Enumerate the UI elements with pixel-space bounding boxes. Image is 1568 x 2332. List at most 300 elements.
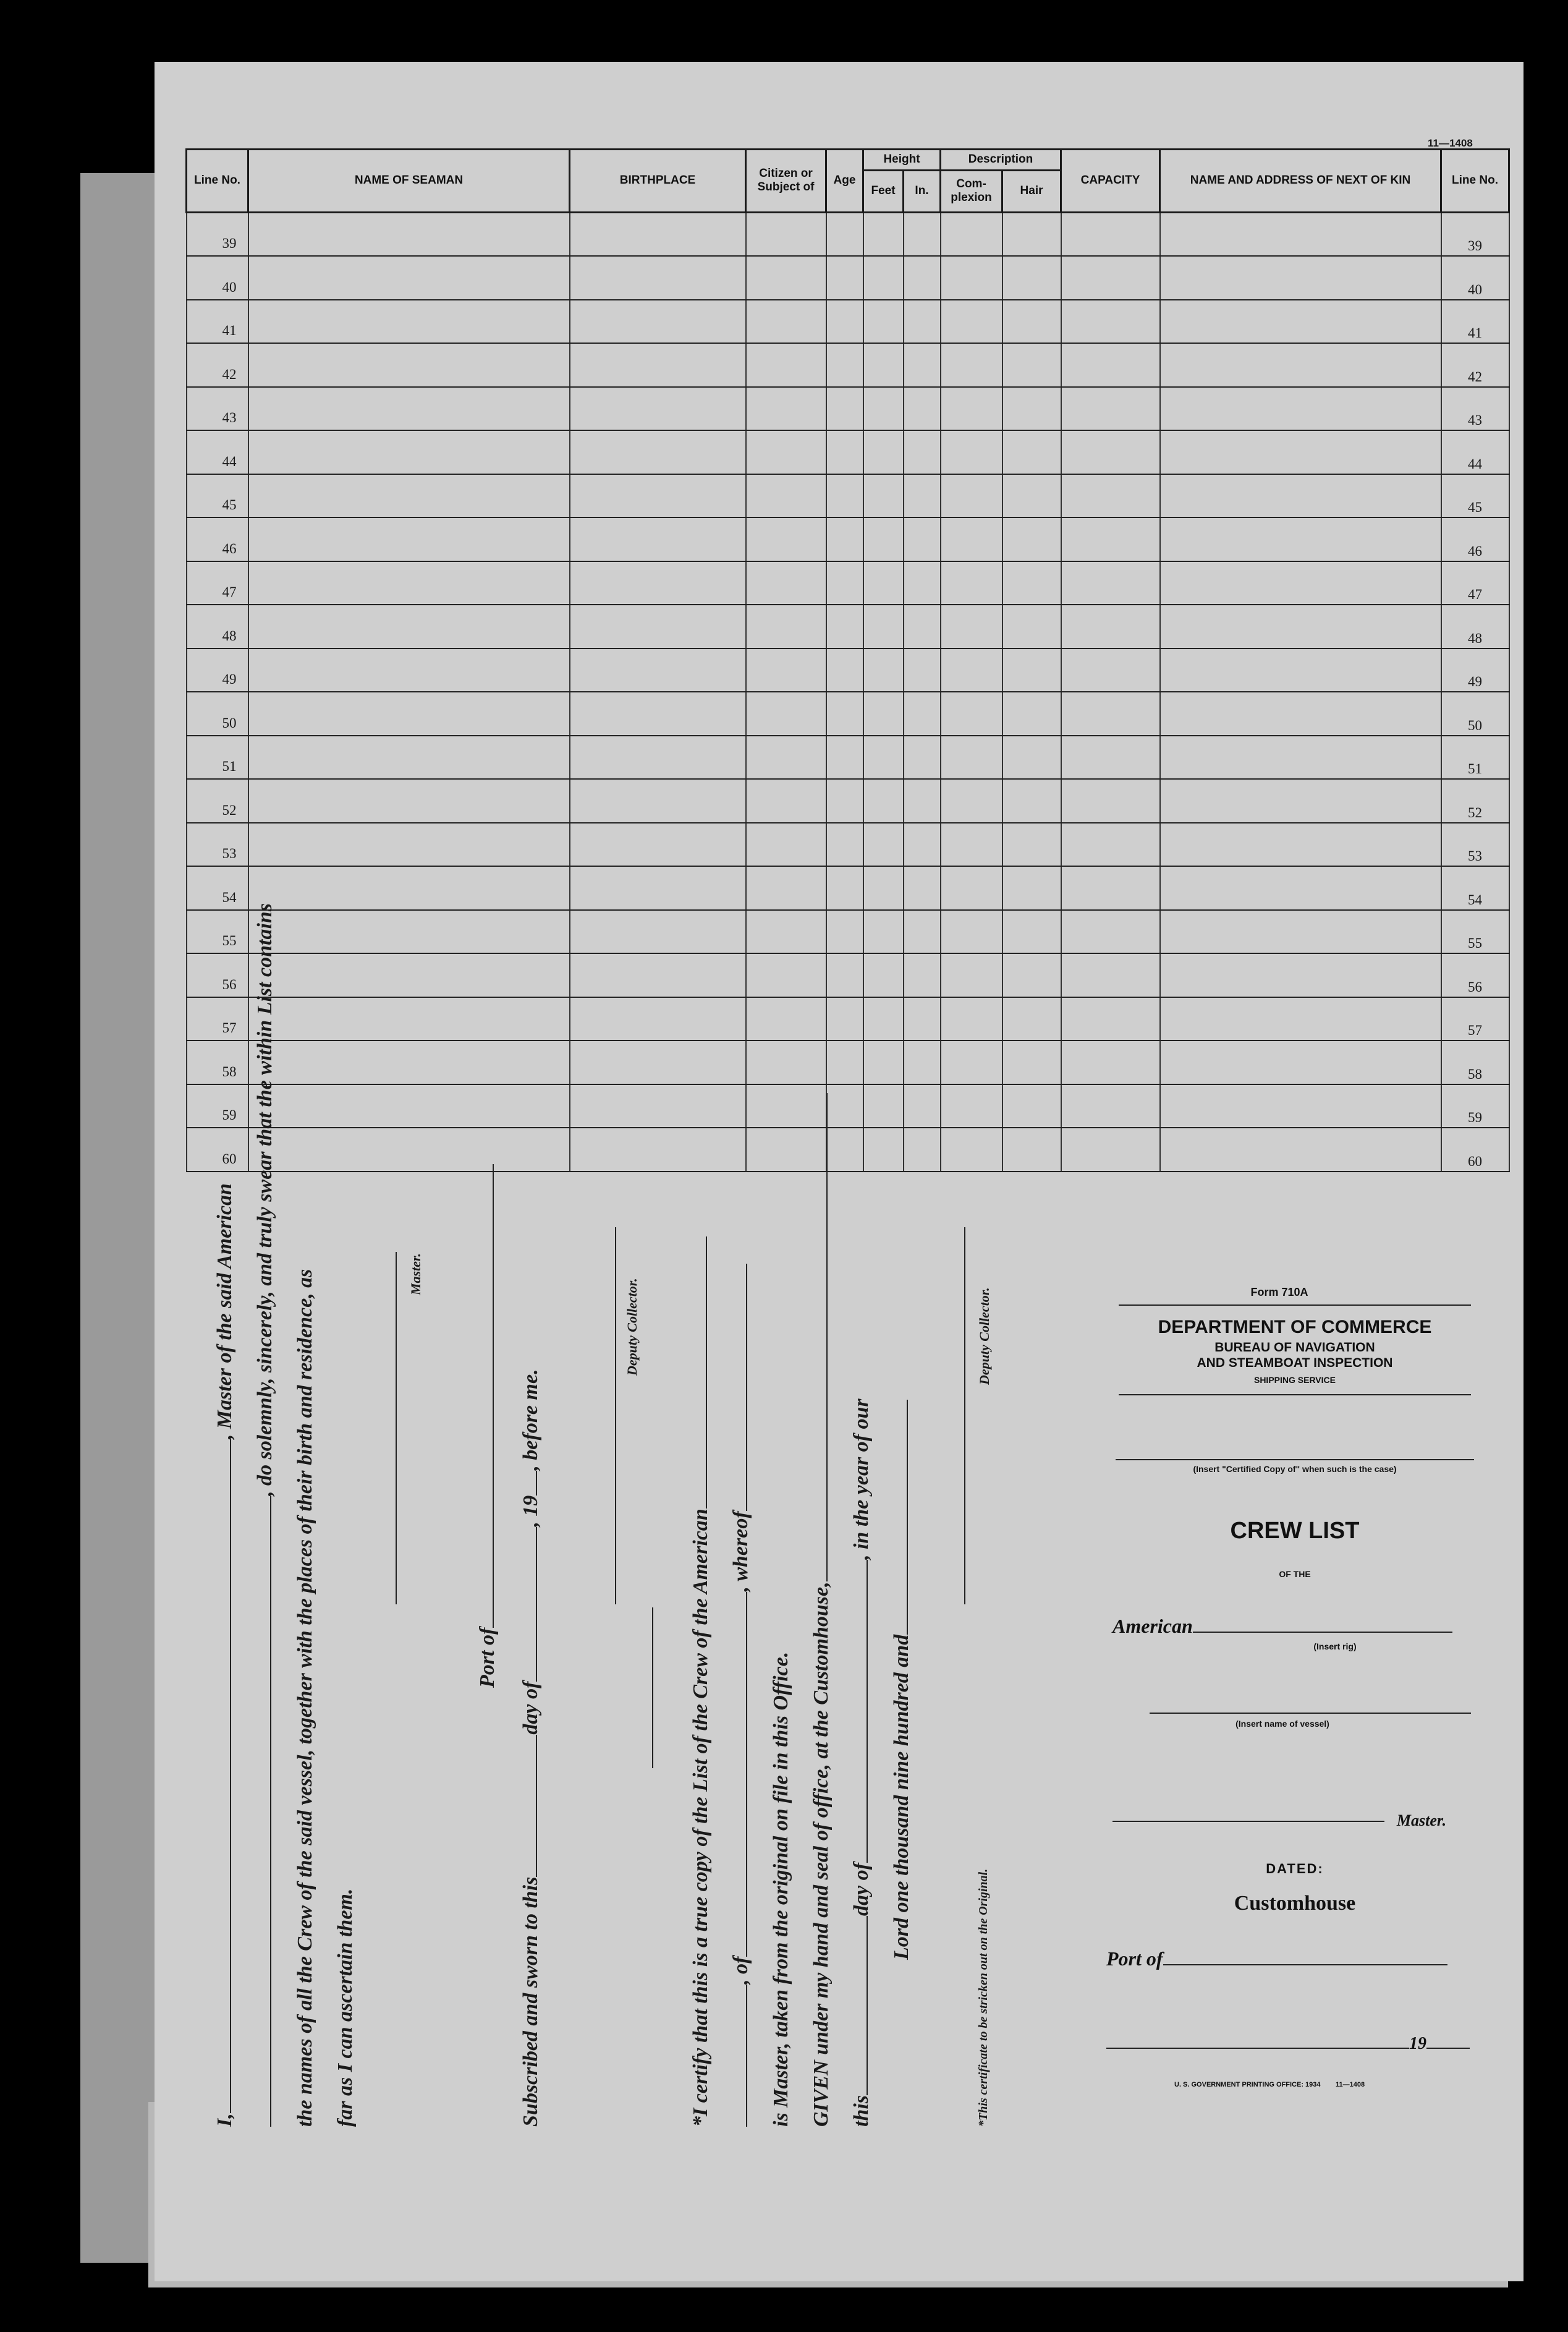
table-cell: [1160, 1040, 1441, 1084]
table-cell: [826, 866, 863, 910]
table-cell: [1002, 1084, 1061, 1128]
table-cell: [1002, 779, 1061, 823]
oath-master-label: Master.: [408, 1253, 423, 1295]
table-row: [187, 256, 1509, 300]
table-cell: [863, 736, 904, 780]
table-cell: [1061, 474, 1160, 518]
table-cell: [746, 910, 826, 954]
table-cell: [1002, 823, 1061, 867]
back-insert-rig: (Insert rig): [1313, 1641, 1357, 1651]
table-cell: [826, 736, 863, 780]
table-cell: [746, 561, 826, 605]
table-cell: [904, 561, 941, 605]
back-form-no: Form 710A: [1250, 1286, 1308, 1298]
table-cell: [941, 474, 1002, 518]
table-cell: [863, 910, 904, 954]
back-bureau-2: AND STEAMBOAT INSPECTION: [1197, 1356, 1393, 1370]
table-cell: [1061, 997, 1160, 1041]
table-cell: [1002, 430, 1061, 474]
table-cell: [1160, 649, 1441, 692]
table-cell: [248, 605, 570, 649]
table-cell: [1002, 1040, 1061, 1084]
table-row: [187, 517, 1509, 561]
table-cell: [1061, 1084, 1160, 1128]
table-cell: [248, 1128, 570, 1172]
table-cell: [1160, 910, 1441, 954]
header-age: Age: [826, 150, 863, 213]
table-cell: [248, 692, 570, 736]
table-cell: [1160, 823, 1441, 867]
line-number: 40: [187, 256, 248, 300]
line-number: 39: [187, 212, 248, 256]
table-cell: [826, 387, 863, 431]
oath-line-2: , do solemnly, sincerely, and truly swear that the within List contains: [253, 903, 277, 2127]
table-cell: [746, 823, 826, 867]
table-cell: [904, 605, 941, 649]
table-cell: [248, 953, 570, 997]
table-cell: [570, 1128, 746, 1172]
oath-deputy-collector: Deputy Collector.: [624, 1278, 640, 1376]
line-number-right: 44: [1441, 430, 1509, 474]
header-next-of-kin: NAME AND ADDRESS OF NEXT OF KIN: [1160, 150, 1441, 213]
table-cell: [904, 256, 941, 300]
table-cell: [941, 561, 1002, 605]
table-cell: [248, 343, 570, 387]
table-cell: [1061, 866, 1160, 910]
table-cell: [1160, 300, 1441, 344]
table-cell: [1002, 997, 1061, 1041]
line-number: 50: [187, 692, 248, 736]
table-cell: [1061, 823, 1160, 867]
back-top-rule: [1119, 1304, 1471, 1306]
back-insert-certified: (Insert "Certified Copy of" when such is the case): [1193, 1464, 1397, 1474]
table-cell: [1061, 212, 1160, 256]
table-cell: [1160, 517, 1441, 561]
line-number-right: 52: [1441, 779, 1509, 823]
table-cell: [248, 823, 570, 867]
table-cell: [904, 300, 941, 344]
line-number-right: 40: [1441, 256, 1509, 300]
line-number: 47: [187, 561, 248, 605]
table-cell: [248, 866, 570, 910]
back-of-the: OF THE: [1279, 1569, 1311, 1579]
line-number-right: 53: [1441, 823, 1509, 867]
table-cell: [904, 997, 941, 1041]
table-cell: [570, 1040, 746, 1084]
table-cell: [1002, 910, 1061, 954]
table-cell: [1160, 561, 1441, 605]
table-cell: [904, 517, 941, 561]
back-master-line: [1112, 1821, 1384, 1822]
table-cell: [1160, 343, 1441, 387]
line-number: 45: [187, 474, 248, 518]
table-cell: [570, 300, 746, 344]
oath-line-3: the names of all the Crew of the said vessel, together with the places of their birth and residence, as: [294, 1269, 316, 2127]
table-cell: [1061, 430, 1160, 474]
table-cell: [570, 256, 746, 300]
table-cell: [826, 300, 863, 344]
table-cell: [904, 823, 941, 867]
table-cell: [746, 953, 826, 997]
table-cell: [941, 387, 1002, 431]
table-cell: [1160, 866, 1441, 910]
line-number-right: 55: [1441, 910, 1509, 954]
table-cell: [863, 605, 904, 649]
table-cell: [826, 474, 863, 518]
line-number-right: 58: [1441, 1040, 1509, 1084]
table-cell: [863, 256, 904, 300]
table-cell: [863, 1128, 904, 1172]
table-cell: [863, 387, 904, 431]
table-cell: [248, 517, 570, 561]
line-number-right: 42: [1441, 343, 1509, 387]
back-insert-vessel: (Insert name of vessel): [1235, 1719, 1329, 1729]
table-cell: [863, 517, 904, 561]
header-inches: In.: [904, 170, 941, 212]
table-cell: [904, 212, 941, 256]
line-number: 43: [187, 387, 248, 431]
table-cell: [826, 605, 863, 649]
table-cell: [941, 1084, 1002, 1128]
table-cell: [941, 1040, 1002, 1084]
table-cell: [1002, 736, 1061, 780]
back-port-of-row: [1106, 1947, 1477, 1970]
line-number: 44: [187, 430, 248, 474]
table-cell: [826, 212, 863, 256]
table-cell: [863, 953, 904, 997]
certificate-line-1: *I certify that this is a true copy of the List of the Crew of the American: [689, 1236, 713, 2127]
table-cell: [570, 605, 746, 649]
table-cell: [904, 866, 941, 910]
table-cell: [863, 823, 904, 867]
table-cell: [863, 561, 904, 605]
table-cell: [941, 692, 1002, 736]
line-number: 41: [187, 300, 248, 344]
certificate-line-6: Lord one thousand nine hundred and: [890, 1400, 913, 1960]
table-row: [187, 1128, 1509, 1172]
table-cell: [1002, 343, 1061, 387]
table-cell: [1160, 387, 1441, 431]
table-cell: [904, 910, 941, 954]
table-row: [187, 779, 1509, 823]
table-cell: [746, 649, 826, 692]
back-year-prefix: 19: [1409, 2034, 1426, 2053]
table-cell: [746, 517, 826, 561]
table-cell: [826, 430, 863, 474]
header-citizen: Citizen or Subject of: [746, 150, 826, 213]
table-cell: [248, 779, 570, 823]
table-cell: [904, 387, 941, 431]
back-date-row: [1106, 2034, 1477, 2054]
table-cell: [1061, 256, 1160, 300]
table-cell: [904, 343, 941, 387]
table-cell: [863, 997, 904, 1041]
header-description: Description: [941, 150, 1061, 171]
table-cell: [1160, 997, 1441, 1041]
table-cell: [863, 1084, 904, 1128]
table-cell: [746, 430, 826, 474]
table-cell: [863, 430, 904, 474]
table-cell: [248, 1040, 570, 1084]
table-cell: [904, 779, 941, 823]
table-cell: [1160, 692, 1441, 736]
table-cell: [904, 1040, 941, 1084]
table-cell: [248, 1084, 570, 1128]
table-cell: [1061, 517, 1160, 561]
table-cell: [1002, 605, 1061, 649]
table-cell: [863, 649, 904, 692]
table-row: [187, 953, 1509, 997]
table-cell: [863, 212, 904, 256]
table-row: [187, 387, 1509, 431]
deputy-signature-line-1: [615, 1227, 616, 1604]
table-cell: [1002, 300, 1061, 344]
table-cell: [863, 866, 904, 910]
line-number: 56: [187, 953, 248, 997]
line-number: 59: [187, 1084, 248, 1128]
line-number: 49: [187, 649, 248, 692]
table-cell: [941, 343, 1002, 387]
back-printer: U. S. GOVERNMENT PRINTING OFFICE: 1934 11—1408: [1174, 2081, 1365, 2088]
line-number-right: 47: [1441, 561, 1509, 605]
table-cell: [826, 561, 863, 605]
table-row: [187, 343, 1509, 387]
line-number-right: 45: [1441, 474, 1509, 518]
certificate-footnote: *This certificate to be stricken out on the Original.: [977, 1868, 990, 2127]
table-cell: [746, 1040, 826, 1084]
table-cell: [570, 910, 746, 954]
table-cell: [904, 474, 941, 518]
table-cell: [863, 474, 904, 518]
line-number-right: 51: [1441, 736, 1509, 780]
table-cell: [904, 1128, 941, 1172]
table-cell: [570, 474, 746, 518]
table-cell: [863, 779, 904, 823]
table-cell: [904, 736, 941, 780]
table-cell: [1061, 910, 1160, 954]
table-cell: [826, 256, 863, 300]
table-cell: [1160, 953, 1441, 997]
table-cell: [570, 430, 746, 474]
table-cell: [746, 300, 826, 344]
line-number: 42: [187, 343, 248, 387]
line-number-right: 49: [1441, 649, 1509, 692]
back-certified-line: [1116, 1459, 1474, 1460]
table-row: [187, 692, 1509, 736]
back-customhouse: Customhouse: [1234, 1892, 1356, 1915]
table-cell: [904, 953, 941, 997]
table-cell: [570, 343, 746, 387]
back-service: SHIPPING SERVICE: [1253, 1375, 1336, 1385]
certificate-deputy-collector: Deputy Collector.: [977, 1287, 992, 1385]
table-cell: [570, 212, 746, 256]
back-american-label: American: [1112, 1615, 1193, 1637]
seal-divider: [652, 1607, 653, 1768]
table-cell: [570, 692, 746, 736]
header-line-no: Line No.: [187, 150, 248, 213]
table-cell: [1160, 1084, 1441, 1128]
table-cell: [248, 561, 570, 605]
table-cell: [1061, 692, 1160, 736]
table-cell: [1002, 953, 1061, 997]
table-row: [187, 1084, 1509, 1128]
table-cell: [1002, 474, 1061, 518]
table-cell: [248, 300, 570, 344]
oath-line-1: I,, Master of the said American: [213, 1183, 236, 2127]
line-number: 57: [187, 997, 248, 1041]
table-cell: [746, 343, 826, 387]
line-number: 55: [187, 910, 248, 954]
table-cell: [941, 779, 1002, 823]
table-cell: [941, 649, 1002, 692]
table-cell: [570, 561, 746, 605]
line-number: 48: [187, 605, 248, 649]
table-cell: [1061, 1040, 1160, 1084]
certificate-line-2: , of, whereof: [729, 1264, 753, 2127]
table-cell: [941, 866, 1002, 910]
table-cell: [248, 430, 570, 474]
table-row: [187, 561, 1509, 605]
table-row: [187, 474, 1509, 518]
line-number-right: 60: [1441, 1128, 1509, 1172]
oath-port-of: Port of: [476, 1164, 499, 1688]
line-number: 60: [187, 1128, 248, 1172]
table-cell: [941, 212, 1002, 256]
table-cell: [1061, 953, 1160, 997]
table-cell: [248, 212, 570, 256]
table-cell: [1002, 692, 1061, 736]
table-cell: [1160, 779, 1441, 823]
table-row: [187, 823, 1509, 867]
table-row: [187, 1040, 1509, 1084]
table-cell: [570, 736, 746, 780]
table-cell: [248, 474, 570, 518]
table-cell: [746, 692, 826, 736]
table-cell: [1160, 1128, 1441, 1172]
header-line-no-right: Line No.: [1441, 150, 1509, 213]
table-cell: [570, 953, 746, 997]
table-cell: [1061, 736, 1160, 780]
table-cell: [826, 343, 863, 387]
table-cell: [570, 387, 746, 431]
table-cell: [941, 430, 1002, 474]
table-cell: [826, 953, 863, 997]
header-hair: Hair: [1002, 170, 1061, 212]
table-cell: [826, 517, 863, 561]
table-cell: [941, 1128, 1002, 1172]
table-cell: [826, 997, 863, 1041]
header-height: Height: [863, 150, 941, 171]
table-cell: [941, 823, 1002, 867]
back-rule-2: [1119, 1394, 1471, 1395]
line-number-right: 48: [1441, 605, 1509, 649]
table-cell: [826, 910, 863, 954]
table-cell: [941, 256, 1002, 300]
table-cell: [570, 823, 746, 867]
table-row: [187, 649, 1509, 692]
table-row: [187, 300, 1509, 344]
form-code-top: 11—1408: [1428, 137, 1473, 149]
back-american-row: [1112, 1615, 1483, 1638]
table-row: [187, 605, 1509, 649]
table-cell: [904, 649, 941, 692]
table-cell: [826, 1040, 863, 1084]
table-cell: [1061, 649, 1160, 692]
line-number-right: 54: [1441, 866, 1509, 910]
table-cell: [941, 953, 1002, 997]
table-cell: [1002, 561, 1061, 605]
table-cell: [1061, 561, 1160, 605]
table-row: [187, 212, 1509, 256]
line-number: 51: [187, 736, 248, 780]
table-cell: [1160, 256, 1441, 300]
table-cell: [746, 866, 826, 910]
table-cell: [863, 343, 904, 387]
line-number: 54: [187, 866, 248, 910]
table-cell: [248, 387, 570, 431]
table-cell: [570, 517, 746, 561]
master-signature-line: [396, 1252, 397, 1604]
certificate-line-3: is Master, taken from the original on file in this Office.: [769, 1651, 792, 2127]
table-cell: [1061, 387, 1160, 431]
table-cell: [941, 605, 1002, 649]
table-cell: [570, 997, 746, 1041]
back-title: CREW LIST: [1230, 1518, 1360, 1544]
back-dated: DATED:: [1266, 1861, 1324, 1876]
table-cell: [826, 823, 863, 867]
table-cell: [904, 692, 941, 736]
table-cell: [1061, 300, 1160, 344]
table-cell: [904, 430, 941, 474]
table-cell: [826, 692, 863, 736]
table-cell: [248, 649, 570, 692]
table-cell: [826, 779, 863, 823]
table-cell: [570, 866, 746, 910]
table-row: [187, 866, 1509, 910]
table-cell: [746, 212, 826, 256]
crew-table: [185, 148, 1510, 1172]
table-cell: [248, 736, 570, 780]
header-birthplace: BIRTHPLACE: [570, 150, 746, 213]
table-cell: [904, 1084, 941, 1128]
back-port-of-label: Port of: [1106, 1947, 1163, 1970]
header-name: NAME OF SEAMAN: [248, 150, 570, 213]
back-master: Master.: [1396, 1811, 1447, 1829]
line-number-right: 39: [1441, 212, 1509, 256]
crew-table-body: [187, 212, 1509, 1172]
table-cell: [1160, 605, 1441, 649]
table-cell: [746, 779, 826, 823]
line-number: 53: [187, 823, 248, 867]
table-cell: [248, 997, 570, 1041]
line-number: 46: [187, 517, 248, 561]
table-cell: [746, 256, 826, 300]
certificate-line-5: thisday of, in the year of our: [850, 1398, 873, 2127]
table-cell: [863, 300, 904, 344]
line-number-right: 56: [1441, 953, 1509, 997]
back-vessel-line: [1150, 1713, 1471, 1714]
table-cell: [941, 910, 1002, 954]
table-row: [187, 910, 1509, 954]
line-number-right: 59: [1441, 1084, 1509, 1128]
table-cell: [248, 910, 570, 954]
header-complexion: Com-plexion: [941, 170, 1002, 212]
table-cell: [1160, 474, 1441, 518]
header-feet: Feet: [863, 170, 904, 212]
table-cell: [570, 1084, 746, 1128]
oath-subscribed: Subscribed and sworn to thisday of, 19, before me.: [519, 1369, 542, 2127]
table-cell: [863, 1040, 904, 1084]
